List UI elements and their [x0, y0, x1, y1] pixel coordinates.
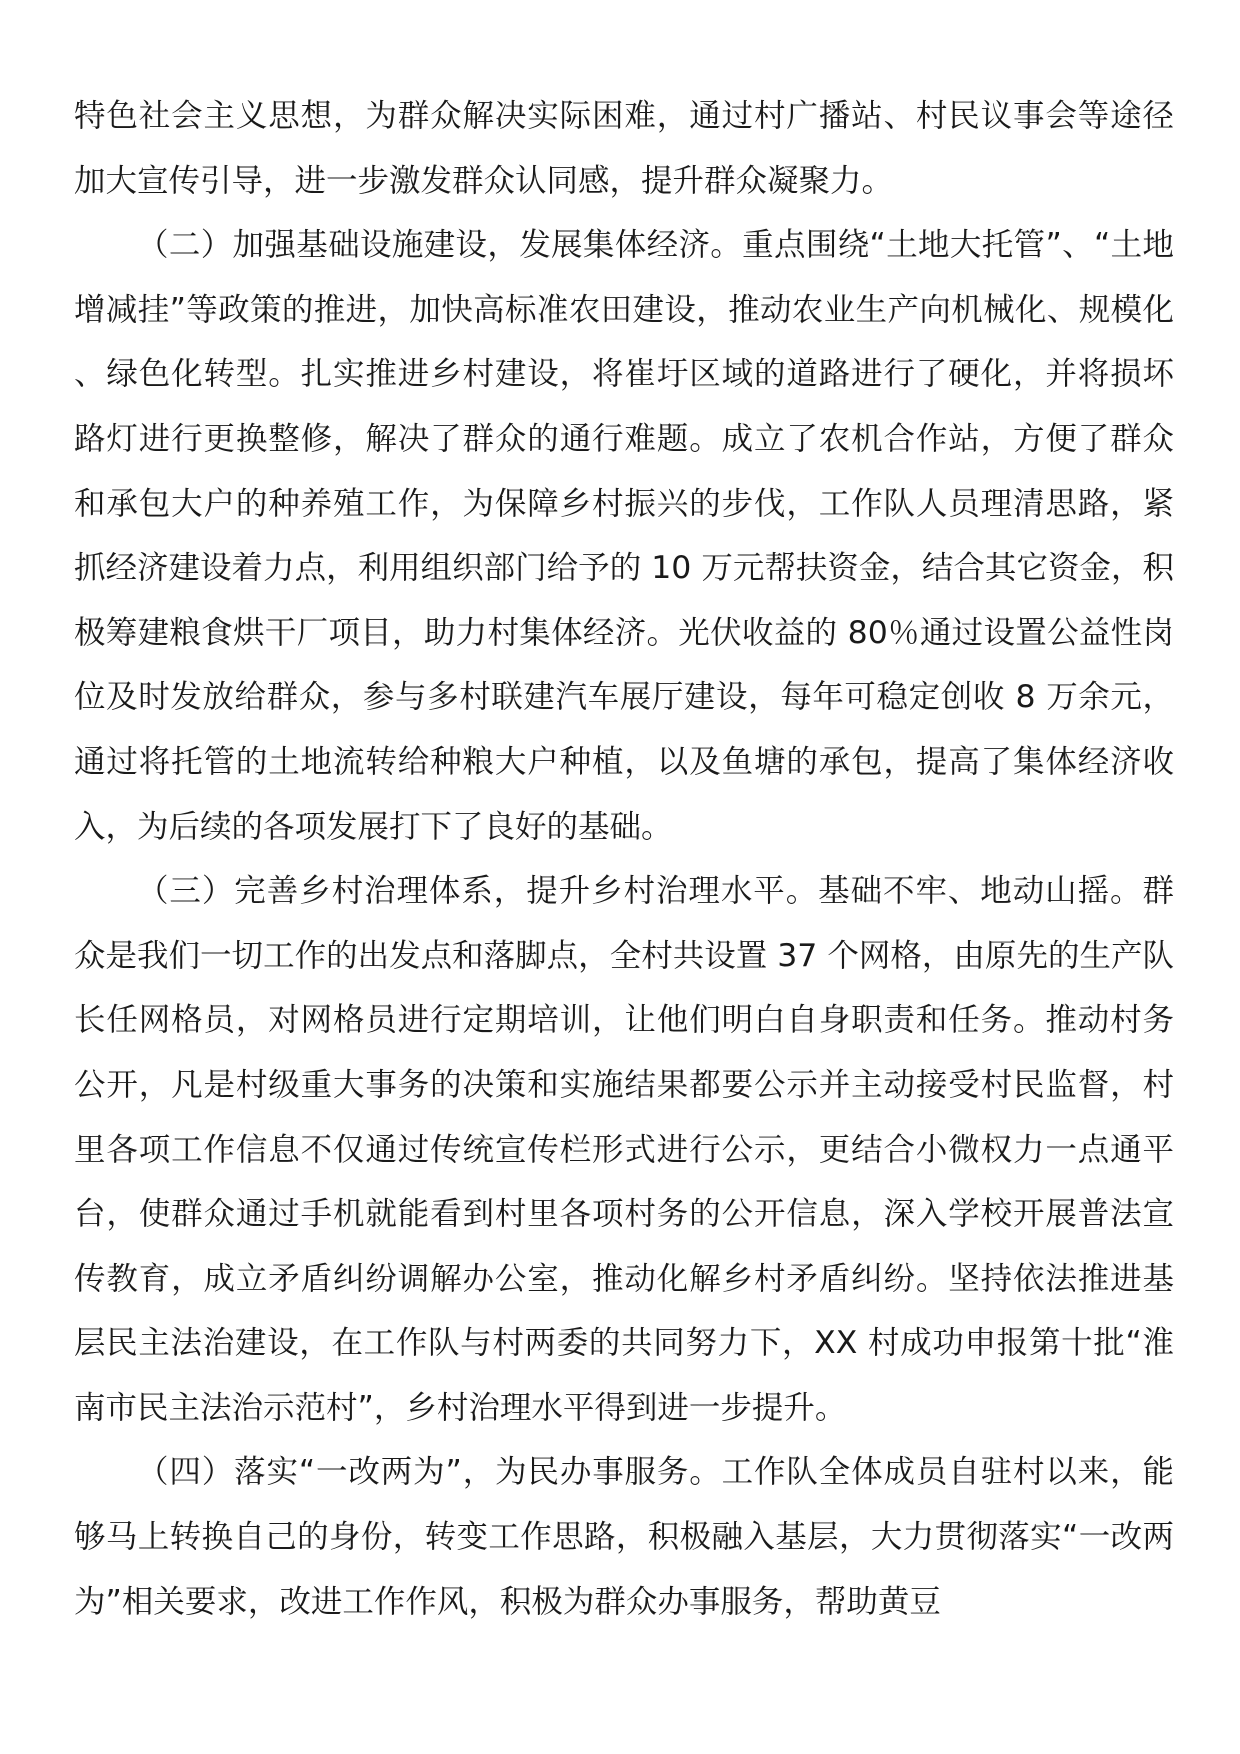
- paragraph-section-3-governance: （三）完善乡村治理体系，提升乡村治理水平。基础不牢、地动山摇。群众是我们一切工作的出发点和落脚点，全村共设置 37 个网格，由原先的生产队长任网格员，对网格员进行定期培训，让他们明白自身职责和任务。推动村务公开，凡是村级重大事务的决策和实施结果都要公示并主动接受村民监督，村里各项工作信息不仅通过传统宣传栏形式进行公示，更结合小微权力一点通平台，使群众通过手机就能看到村里各项村务的公开信息，深入学校开展普法宣传教育，成立矛盾纠纷调解办公室，推动化解乡村矛盾纠纷。坚持依法推进基层民主法治建设，在工作队与村两委的共同努力下，XX 村成功申报第十批“淮南市民主法治示范村”，乡村治理水平得到进一步提升。: [74, 873, 1174, 1426]
- paragraph-section-4-service: （四）落实“一改两为”，为民办事服务。工作队全体成员自驻村以来，能够马上转换自己的身份，转变工作思路，积极融入基层，大力贯彻落实“一改两为”相关要求，改进工作作风，积极为群众办事服务，帮助黄豆: [74, 1454, 1174, 1620]
- paragraph-section-2-infrastructure: （二）加强基础设施建设，发展集体经济。重点围绕“土地大托管”、“土地增减挂”等政策的推进，加快高标准农田建设，推动农业生产向机械化、规模化、绿色化转型。扎实推进乡村建设，将崔圩区域的道路进行了硬化，并将损坏路灯进行更换整修，解决了群众的通行难题。成立了农机合作站，方便了群众和承包大户的种养殖工作，为保障乡村振兴的步伐，工作队人员理清思路，紧抓经济建设着力点，利用组织部门给予的 10 万元帮扶资金，结合其它资金，积极筹建粮食烘干厂项目，助力村集体经济。光伏收益的 80％通过设置公益性岗位及时发放给群众，参与多村联建汽车展厅建设，每年可稳定创收 8 万余元，通过将托管的土地流转给种粮大户种植，以及鱼塘的承包，提高了集体经济收入，为后续的各项发展打下了良好的基础。: [74, 227, 1174, 845]
- document-body: [74, 84, 1174, 1634]
- paragraph-intro-continuation: 特色社会主义思想，为群众解决实际困难，通过村广播站、村民议事会等途径加大宣传引导，进一步激发群众认同感，提升群众凝聚力。: [74, 98, 1174, 199]
